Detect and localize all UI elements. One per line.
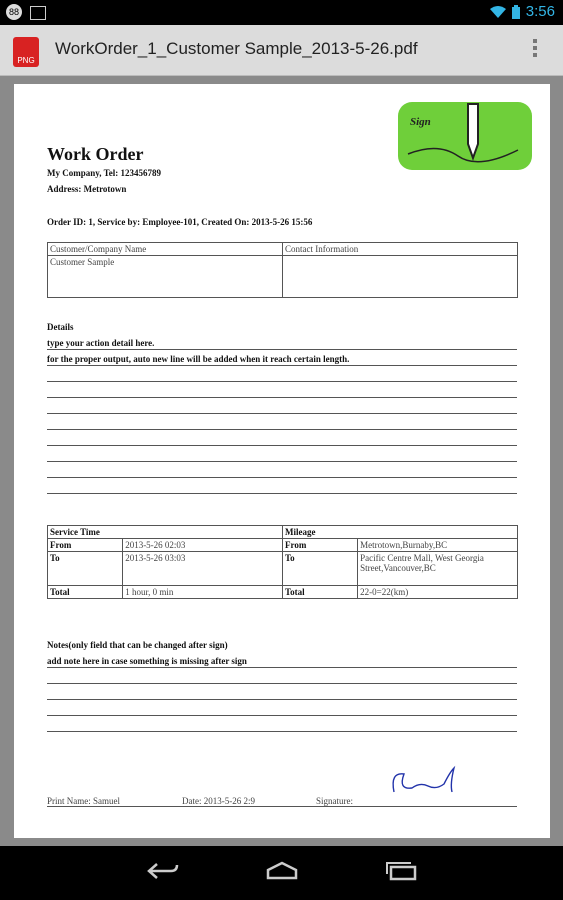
mileage-header: Mileage — [282, 526, 517, 539]
notification-badge-icon: 88 — [6, 4, 22, 20]
sign-logo: Sign — [398, 102, 532, 170]
service-time-header: Service Time — [48, 526, 283, 539]
overflow-menu-icon[interactable] — [533, 39, 539, 60]
mileage-from-label: From — [282, 539, 357, 552]
pdf-page — [14, 84, 550, 838]
mileage-to-value: Pacific Centre Mall, West Georgia Street,Vancouver,BC — [358, 552, 518, 586]
divider — [47, 413, 517, 414]
work-order-title: Work Order — [47, 144, 144, 164]
details-line-1: type your action detail here. — [47, 338, 155, 348]
to-label: To — [48, 552, 123, 586]
mileage-total-label: Total — [282, 586, 357, 599]
wifi-icon — [490, 6, 506, 18]
status-bar — [0, 0, 563, 25]
order-line: Order ID: 1, Service by: Employee-101, Created On: 2013-5-26 15:56 — [47, 217, 313, 227]
status-time: 3:56 — [525, 3, 555, 20]
notes-heading: Notes(only field that can be changed after sign) — [47, 640, 228, 650]
divider — [47, 349, 517, 350]
notes-line-1: add note here in case something is missing after sign — [47, 656, 247, 666]
customer-table — [47, 242, 518, 298]
sign-date: Date: 2013-5-26 2:9 — [182, 796, 255, 806]
app-icon[interactable]: PNG — [13, 37, 39, 67]
action-bar — [0, 25, 563, 76]
divider — [47, 461, 517, 462]
mileage-to-label: To — [282, 552, 357, 586]
mileage-from-value: Metrotown,Burnaby,BC — [358, 539, 518, 552]
to-time: 2013-5-26 03:03 — [123, 552, 283, 586]
divider — [47, 731, 517, 732]
divider — [47, 477, 517, 478]
divider — [47, 381, 517, 382]
print-name: Print Name: Samuel — [47, 796, 120, 806]
pdf-viewer[interactable] — [0, 76, 563, 846]
total-time: 1 hour, 0 min — [123, 586, 283, 599]
contact-header: Contact Information — [283, 243, 518, 256]
divider — [47, 683, 517, 684]
details-heading: Details — [47, 322, 74, 332]
customer-value: Customer Sample — [48, 256, 283, 298]
signature-label: Signature: — [316, 796, 353, 806]
address-line: Address: Metrotown — [47, 184, 127, 194]
divider — [47, 429, 517, 430]
divider — [47, 806, 517, 807]
total-label: Total — [48, 586, 123, 599]
divider — [47, 715, 517, 716]
signature-scribble — [384, 764, 474, 800]
from-time: 2013-5-26 02:03 — [123, 539, 283, 552]
divider — [47, 667, 517, 668]
company-line: My Company, Tel: 123456789 — [47, 168, 162, 178]
nav-bar — [0, 846, 563, 900]
battery-icon — [512, 5, 520, 19]
home-icon[interactable] — [265, 860, 299, 882]
divider — [47, 397, 517, 398]
back-icon[interactable] — [145, 860, 179, 882]
divider — [47, 699, 517, 700]
contact-value — [283, 256, 518, 298]
divider — [47, 445, 517, 446]
document-title: WorkOrder_1_Customer Sample_2013-5-26.pdf — [55, 39, 418, 58]
details-line-2: for the proper output, auto new line will be added when it reach certain length. — [47, 354, 350, 364]
customer-header: Customer/Company Name — [48, 243, 283, 256]
from-label: From — [48, 539, 123, 552]
divider — [47, 365, 517, 366]
mileage-total-value: 22-0=22(km) — [358, 586, 518, 599]
service-table — [47, 525, 518, 599]
gallery-icon — [30, 6, 46, 20]
recents-icon[interactable] — [385, 860, 419, 882]
divider — [47, 493, 517, 494]
